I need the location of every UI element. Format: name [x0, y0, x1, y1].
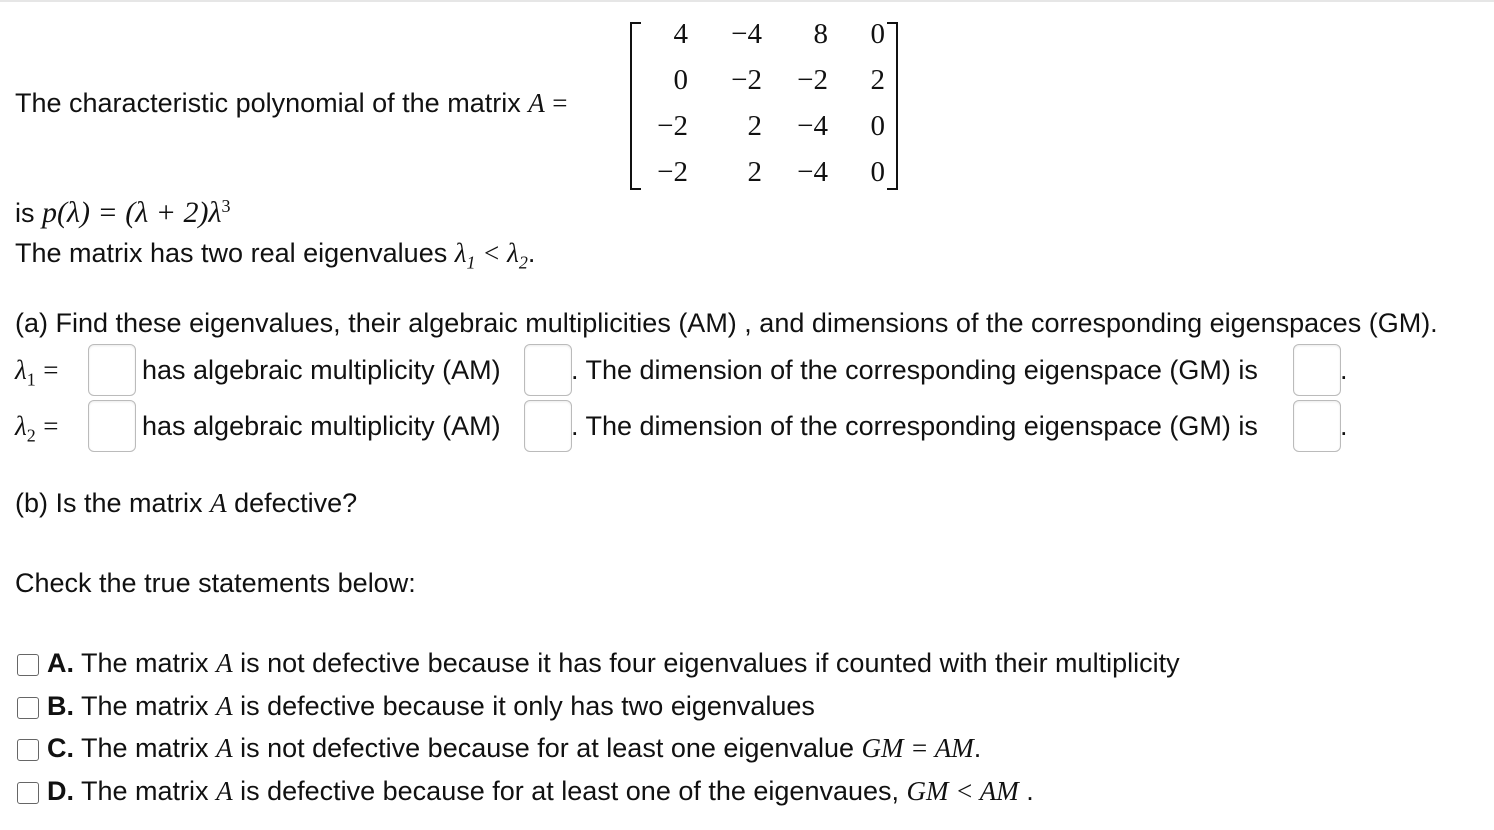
matrix-cell: −2	[657, 110, 688, 142]
matrix-cell: −2	[797, 64, 828, 96]
matrix-cell: 2	[747, 110, 762, 142]
top-divider	[0, 0, 1494, 2]
option-b-checkbox[interactable]	[17, 697, 39, 719]
check-title: Check the true statements below:	[15, 568, 416, 598]
part-b-prompt	[15, 488, 357, 519]
poly-prefix: is	[15, 198, 35, 228]
matrix-cell: 0	[870, 110, 885, 142]
matrix-cell: −4	[797, 156, 828, 188]
option-d-checkbox[interactable]	[17, 782, 39, 804]
lambda1-label: $\lambda_1$ =	[15, 355, 59, 390]
part-b-suffix: defective?	[234, 488, 358, 518]
am-label-1: has algebraic multiplicity (AM)	[142, 355, 501, 385]
matrix-cell: 2	[747, 156, 762, 188]
right-bracket	[887, 22, 898, 190]
option-a[interactable]: A. The matrix A is not defective because it has four eigenvalues if counted with their multiplicity	[47, 648, 1180, 678]
option-d[interactable]: D. The matrix A is defective because for at least one of the eigenvaues, GM < AM .	[47, 776, 1034, 806]
gm-label-1: . The dimension of the corresponding eigenspace (GM) is	[571, 355, 1258, 385]
am-label-2: has algebraic multiplicity (AM)	[142, 411, 501, 441]
am1-input[interactable]	[524, 344, 572, 396]
matrix-cell: −4	[797, 110, 828, 142]
matrix-cell: 8	[813, 18, 828, 50]
lambda-inequality: $\lambda_1 < \lambda_2$	[454, 238, 528, 273]
matrix-cell: 0	[673, 64, 688, 96]
option-c[interactable]: C. The matrix A is not defective because for at least one eigenvalue GM = AM.	[47, 733, 982, 763]
matrix-cell: −2	[731, 64, 762, 96]
eigen-text: The matrix has two real eigenvalues	[15, 238, 448, 268]
period-2: .	[1340, 411, 1348, 441]
matrix-symbol: A	[210, 488, 227, 518]
option-b[interactable]: B. The matrix A is defective because it only has two eigenvalues	[47, 691, 815, 721]
lambda1-input[interactable]	[88, 344, 136, 396]
matrix-cell: 4	[673, 18, 688, 50]
matrix-cell: 0	[870, 18, 885, 50]
lambda2-input[interactable]	[88, 400, 136, 452]
gm1-input[interactable]	[1293, 344, 1341, 396]
intro-text: The characteristic polynomial of the matrix	[15, 88, 521, 118]
poly-expression: p(λ) = (λ + 2)λ	[42, 196, 222, 229]
period-1: .	[1340, 355, 1348, 385]
option-a-checkbox[interactable]	[17, 654, 39, 676]
matrix-cell: −2	[657, 156, 688, 188]
option-letter: D.	[47, 776, 74, 806]
lambda2-sub: 2	[26, 425, 36, 446]
option-c-checkbox[interactable]	[17, 739, 39, 761]
matrix-symbol: A	[528, 88, 545, 118]
matrix-a	[628, 18, 900, 190]
matrix-cell: −4	[731, 18, 762, 50]
matrix-cell: 0	[870, 156, 885, 188]
lambda2-label: $\lambda_2$ =	[15, 411, 59, 446]
eigen-statement: The matrix has two real eigenvalues $\lambda_1 < \lambda_2$.	[15, 238, 536, 273]
part-a-prompt: (a) Find these eigenvalues, their algebraic multiplicities (AM) , and dimensions of the corresponding eigenspaces (GM).	[15, 308, 1438, 338]
gm2-input[interactable]	[1293, 400, 1341, 452]
polynomial-line	[15, 196, 230, 230]
option-letter: C.	[47, 733, 74, 763]
matrix-cell: 2	[870, 64, 885, 96]
part-b-prefix: (b) Is the matrix	[15, 488, 203, 518]
lambda1-sub: 1	[26, 369, 36, 390]
equals-sign: =	[552, 88, 568, 118]
intro-line	[15, 88, 567, 119]
gm-label-2: . The dimension of the corresponding eigenspace (GM) is	[571, 411, 1258, 441]
option-letter: A.	[47, 648, 74, 678]
poly-power: 3	[221, 196, 231, 216]
option-letter: B.	[47, 691, 74, 721]
am2-input[interactable]	[524, 400, 572, 452]
